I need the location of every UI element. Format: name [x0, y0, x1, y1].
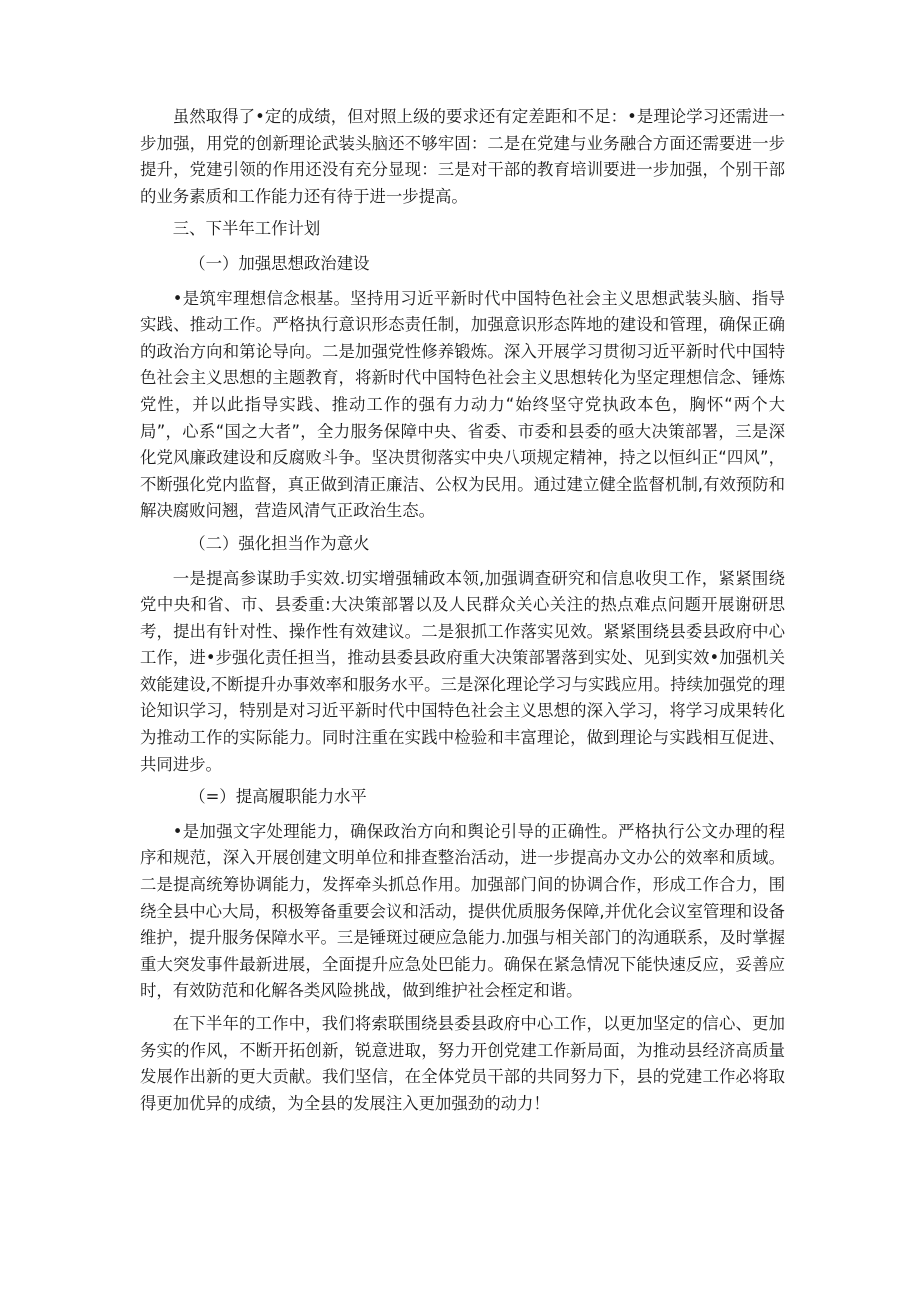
paragraph-shortcomings: 虽然取得了•定的成绩，但对照上级的要求还有定差距和不足：•是理论学习还需进一步加强，用党的创新理论武装头脑还不够牢固：二是在党建与业务融合方面还需要进一步提升，党建引领的作用还没有充分显现：三是对干部的教育培训要进一步加强，个别干部的业务素质和工作能力还有待于进一步提高。	[140, 107, 785, 206]
paragraph-ideology: •是筑牢理想信念根基。坚持用习近平新时代中国特色社会主义思想武装头脑、指导实践、推动工作。严格执行意识形态责任制，加强意识形态阵地的建设和管理，确保正确的政治方向和第论导向。二是加强党性修养锻炼。深入开展学习贯彻习近平新时代中国特色社会主义思想的主题教育，将新时代中国特色社会主义思想转化为坚定理想信念、锤炼党性，并以此指导实践、推动工作的强有力动力“始终坚守党执政本色，胸怀“两个大局”，心系“国之大者”，全力服务保障中央、省委、市委和县委的亟大决策部署，三是深化党风廉政建设和反腐败斗争。坚决贯彻落实中央八项规定精神，持之以恒纠正“四风”，不断强化党内监督，真正做到清正廉洁、公权为民用。通过建立健全监督机制,有效预防和解决腐败问翘，营造风清气正政治生态。	[140, 288, 785, 521]
document-body	[140, 104, 785, 1123]
subsection-heading-responsibility: （二）强化担当作为意火	[189, 533, 370, 553]
subsection-heading-capability: （=）提高履职能力水平	[189, 787, 367, 807]
paragraph-responsibility: 一是提高参谋助手实效.切实增强辅政本领,加强调查研究和信息收臾工作，紧紧围绕党中央和省、市、县委重:大决策部署以及人民群众关心关注的热点难点问题开展谢研思考，提出有针对性、操作性有效建议。二是狠抓工作落实见效。紧紧围绕县委县政府中心工作，进•步强化责任担当，推动县委县政府重大决策部署落到实处、见到实效•加强机关效能建设,不断提升办事效率和服务水平。三是深化理论学习与实践应用。持续加强党的理论知识学习，特别是对习近平新时代中国特色社会主义思想的深入学习，将学习成果转化为推动工作的实际能力。同时注重在实践中检验和丰富理论，做到理论与实践相互促进、共同进步。	[140, 568, 785, 774]
paragraph-conclusion: 在下半年的工作中，我们将索联围绕县委县政府中心工作，以更加坚定的信心、更加务实的作风，不断开拓创新，锐意进取，努力开创党建工作新局面，为推动县经济高质量发展作出新的更大贡献。我们坚信，在全体党员干部的共同努力下，县的党建工作必将取得更加优异的成绩，为全县的发展注入更加强劲的动力！	[140, 1014, 785, 1113]
section-heading-plan: 三、下半年工作计划	[172, 219, 321, 239]
paragraph-capability: •是加强文字处理能力，确保政治方向和舆论引导的正确性。严格执行公文办理的程序和规范，深入开展创建文明单位和排查整治活动，进一步提高办文办公的效率和质域。二是提高统筹协调能力，发挥牵头抓总作用。加强部门间的协调合作，形成工作合力，围绕全县中心大局，积极筹备重要会议和活动，提供优质服务保障,并优化会议室管理和设备维护，提升服务保障水平。三是锤斑过硬应急能力.加强与相关部门的沟通联系，及时掌握重大突发事件最新进展，全面提升应急处巴能力。确保在紧急情况下能快速反应，妥善应时，有效防范和化解各类风险挑战，做到维护社会桎定和谐。	[140, 821, 785, 1001]
subsection-heading-ideology: （一）加强思想政治建设	[189, 253, 370, 273]
